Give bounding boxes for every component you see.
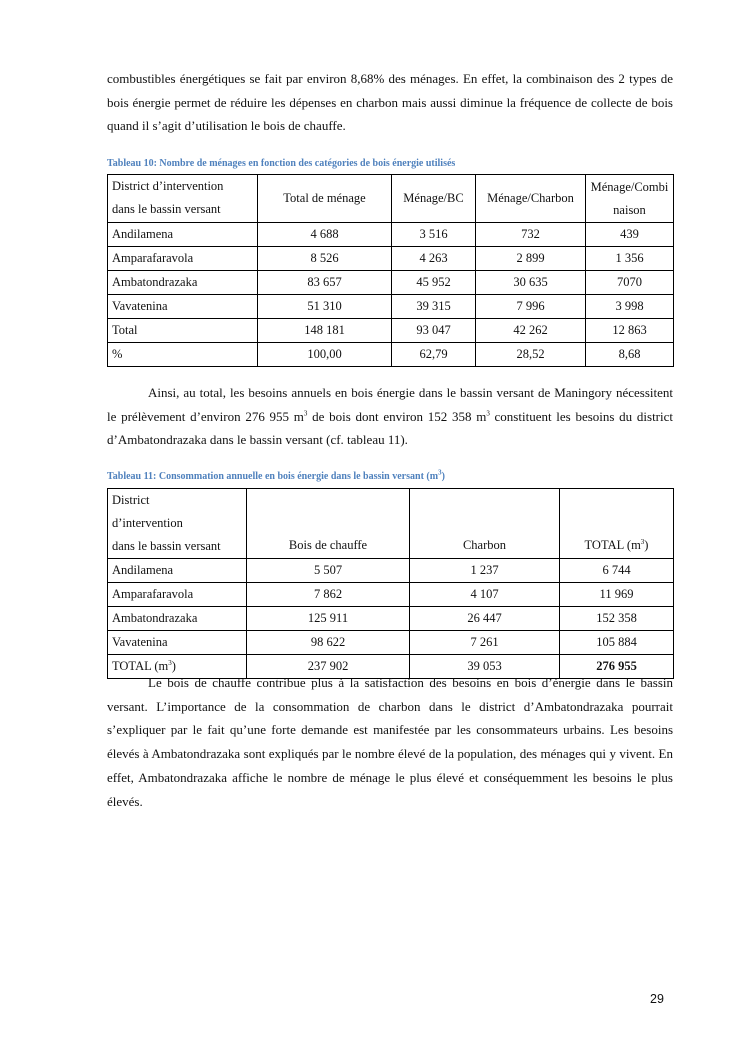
table-cell: 98 622 (247, 631, 410, 655)
table-cell: 12 863 (586, 319, 674, 343)
table-cell: 39 315 (392, 295, 476, 319)
table-cell: TOTAL $(m^3)$ (108, 655, 247, 679)
table-cell: 7070 (586, 271, 674, 295)
table-cell: 42 262 (476, 319, 586, 343)
table-cell: 5 507 (247, 559, 410, 583)
table-cell: 2 899 (476, 247, 586, 271)
table-cell: Andilamena (108, 223, 258, 247)
table10-header-bc: Ménage/BC (392, 175, 476, 223)
table-cell: Total (108, 319, 258, 343)
table-cell: 732 (476, 223, 586, 247)
table-row (108, 559, 674, 583)
table-cell: 439 (586, 223, 674, 247)
table-cell: 26 447 (410, 607, 560, 631)
table-cell: 62,79 (392, 343, 476, 367)
table-cell: 8 526 (258, 247, 392, 271)
table-row (108, 319, 674, 343)
table-cell: 3 516 (392, 223, 476, 247)
table-cell: 1 356 (586, 247, 674, 271)
table-cell: 83 657 (258, 271, 392, 295)
page-number: 29 (650, 992, 664, 1006)
table-cell: 276 955 (560, 655, 674, 679)
table-cell: Vavatenina (108, 631, 247, 655)
table-cell: Amparafaravola (108, 583, 247, 607)
table10-caption: Tableau 10: Nombre de ménages en fonction des catégories de bois énergie utilisés (107, 158, 456, 169)
table-row (108, 295, 674, 319)
table-cell: 93 047 (392, 319, 476, 343)
table10-header-charbon: Ménage/Charbon (476, 175, 586, 223)
table11-header-row (108, 489, 674, 559)
table-cell: Amparafaravola (108, 247, 258, 271)
table11-header-charbon: Charbon (410, 489, 560, 559)
table-cell: 152 358 (560, 607, 674, 631)
table-cell: 8,68 (586, 343, 674, 367)
table-cell: 39 053 (410, 655, 560, 679)
table10-header-row (108, 175, 674, 223)
table10 (107, 174, 674, 367)
table-row (108, 583, 674, 607)
table-cell: 3 998 (586, 295, 674, 319)
table-cell: Ambatondrazaka (108, 271, 258, 295)
table-cell: 237 902 (247, 655, 410, 679)
table-cell: 148 181 (258, 319, 392, 343)
table-cell: 7 996 (476, 295, 586, 319)
table-cell: 11 969 (560, 583, 674, 607)
middle-paragraph: Ainsi, au total, les besoins annuels en bois énergie dans le bassin versant de Maningory nécessitent le prélèvement d’environ 276 955 $m^3$ de bois dont environ 152 358 $m^3$ constituent les besoins du district d’Ambatondrazaka dans le bassin versant (cf. tableau 11). (107, 385, 674, 448)
table-cell: 4 263 (392, 247, 476, 271)
table-cell: 28,52 (476, 343, 586, 367)
table10-header-district: District d’intervention dans le bassin versant (108, 175, 258, 223)
table-row (108, 343, 674, 367)
table11 (107, 488, 674, 679)
table-cell: 7 261 (410, 631, 560, 655)
table-cell: Andilamena (108, 559, 247, 583)
table11-header-total: TOTAL $(m^3)$ (560, 489, 674, 559)
table-cell: 6 744 (560, 559, 674, 583)
table-cell: 125 911 (247, 607, 410, 631)
table-row (108, 271, 674, 295)
table11-caption: Tableau 11: Consommation annuelle en bois énergie dans le bassin versant $(m^3)$ (107, 468, 445, 482)
intro-paragraph: combustibles énergétiques se fait par environ 8,68% des ménages. En effet, la combinaison des 2 types de bois énergie permet de réduire les dépenses en charbon mais aussi diminue la fréquence de collecte de bois quand il s’agit d’utilisation le bois de chauffe. (107, 71, 673, 134)
table-cell: 105 884 (560, 631, 674, 655)
table11-header-bois: Bois de chauffe (247, 489, 410, 559)
table-row (108, 223, 674, 247)
table-row (108, 247, 674, 271)
table10-header-total: Total de ménage (258, 175, 392, 223)
table-cell: 7 862 (247, 583, 410, 607)
table-cell: 4 107 (410, 583, 560, 607)
table-cell: 45 952 (392, 271, 476, 295)
table-row (108, 631, 674, 655)
table-cell: 51 310 (258, 295, 392, 319)
table-cell: 1 237 (410, 559, 560, 583)
table-cell: Vavatenina (108, 295, 258, 319)
table10-header-combinaison: Ménage/Combi naison (586, 175, 674, 223)
table-row (108, 607, 674, 631)
table11-header-district: District d’intervention dans le bassin versant (108, 489, 247, 559)
table-cell: 4 688 (258, 223, 392, 247)
table-cell: 100,00 (258, 343, 392, 367)
table-cell: 30 635 (476, 271, 586, 295)
table-cell: % (108, 343, 258, 367)
closing-paragraph: Le bois de chauffe contribue plus à la satisfaction des besoins en bois d’énergie dans le bassin versant. L’importance de la consommation de charbon dans le district d’Ambatondrazaka pourrait s’expliquer par le fait qu’une forte demande est manifestée par les consommateurs urbains. Les besoins élevés à Ambatondrazaka sont expliqués par le nombre élevé de la population, des ménages qui y vivent. En effet, Ambatondrazaka affiche le nombre de ménage le plus élevé et conséquemment les besoins le plus élevés. (107, 675, 673, 809)
table-cell: Ambatondrazaka (108, 607, 247, 631)
